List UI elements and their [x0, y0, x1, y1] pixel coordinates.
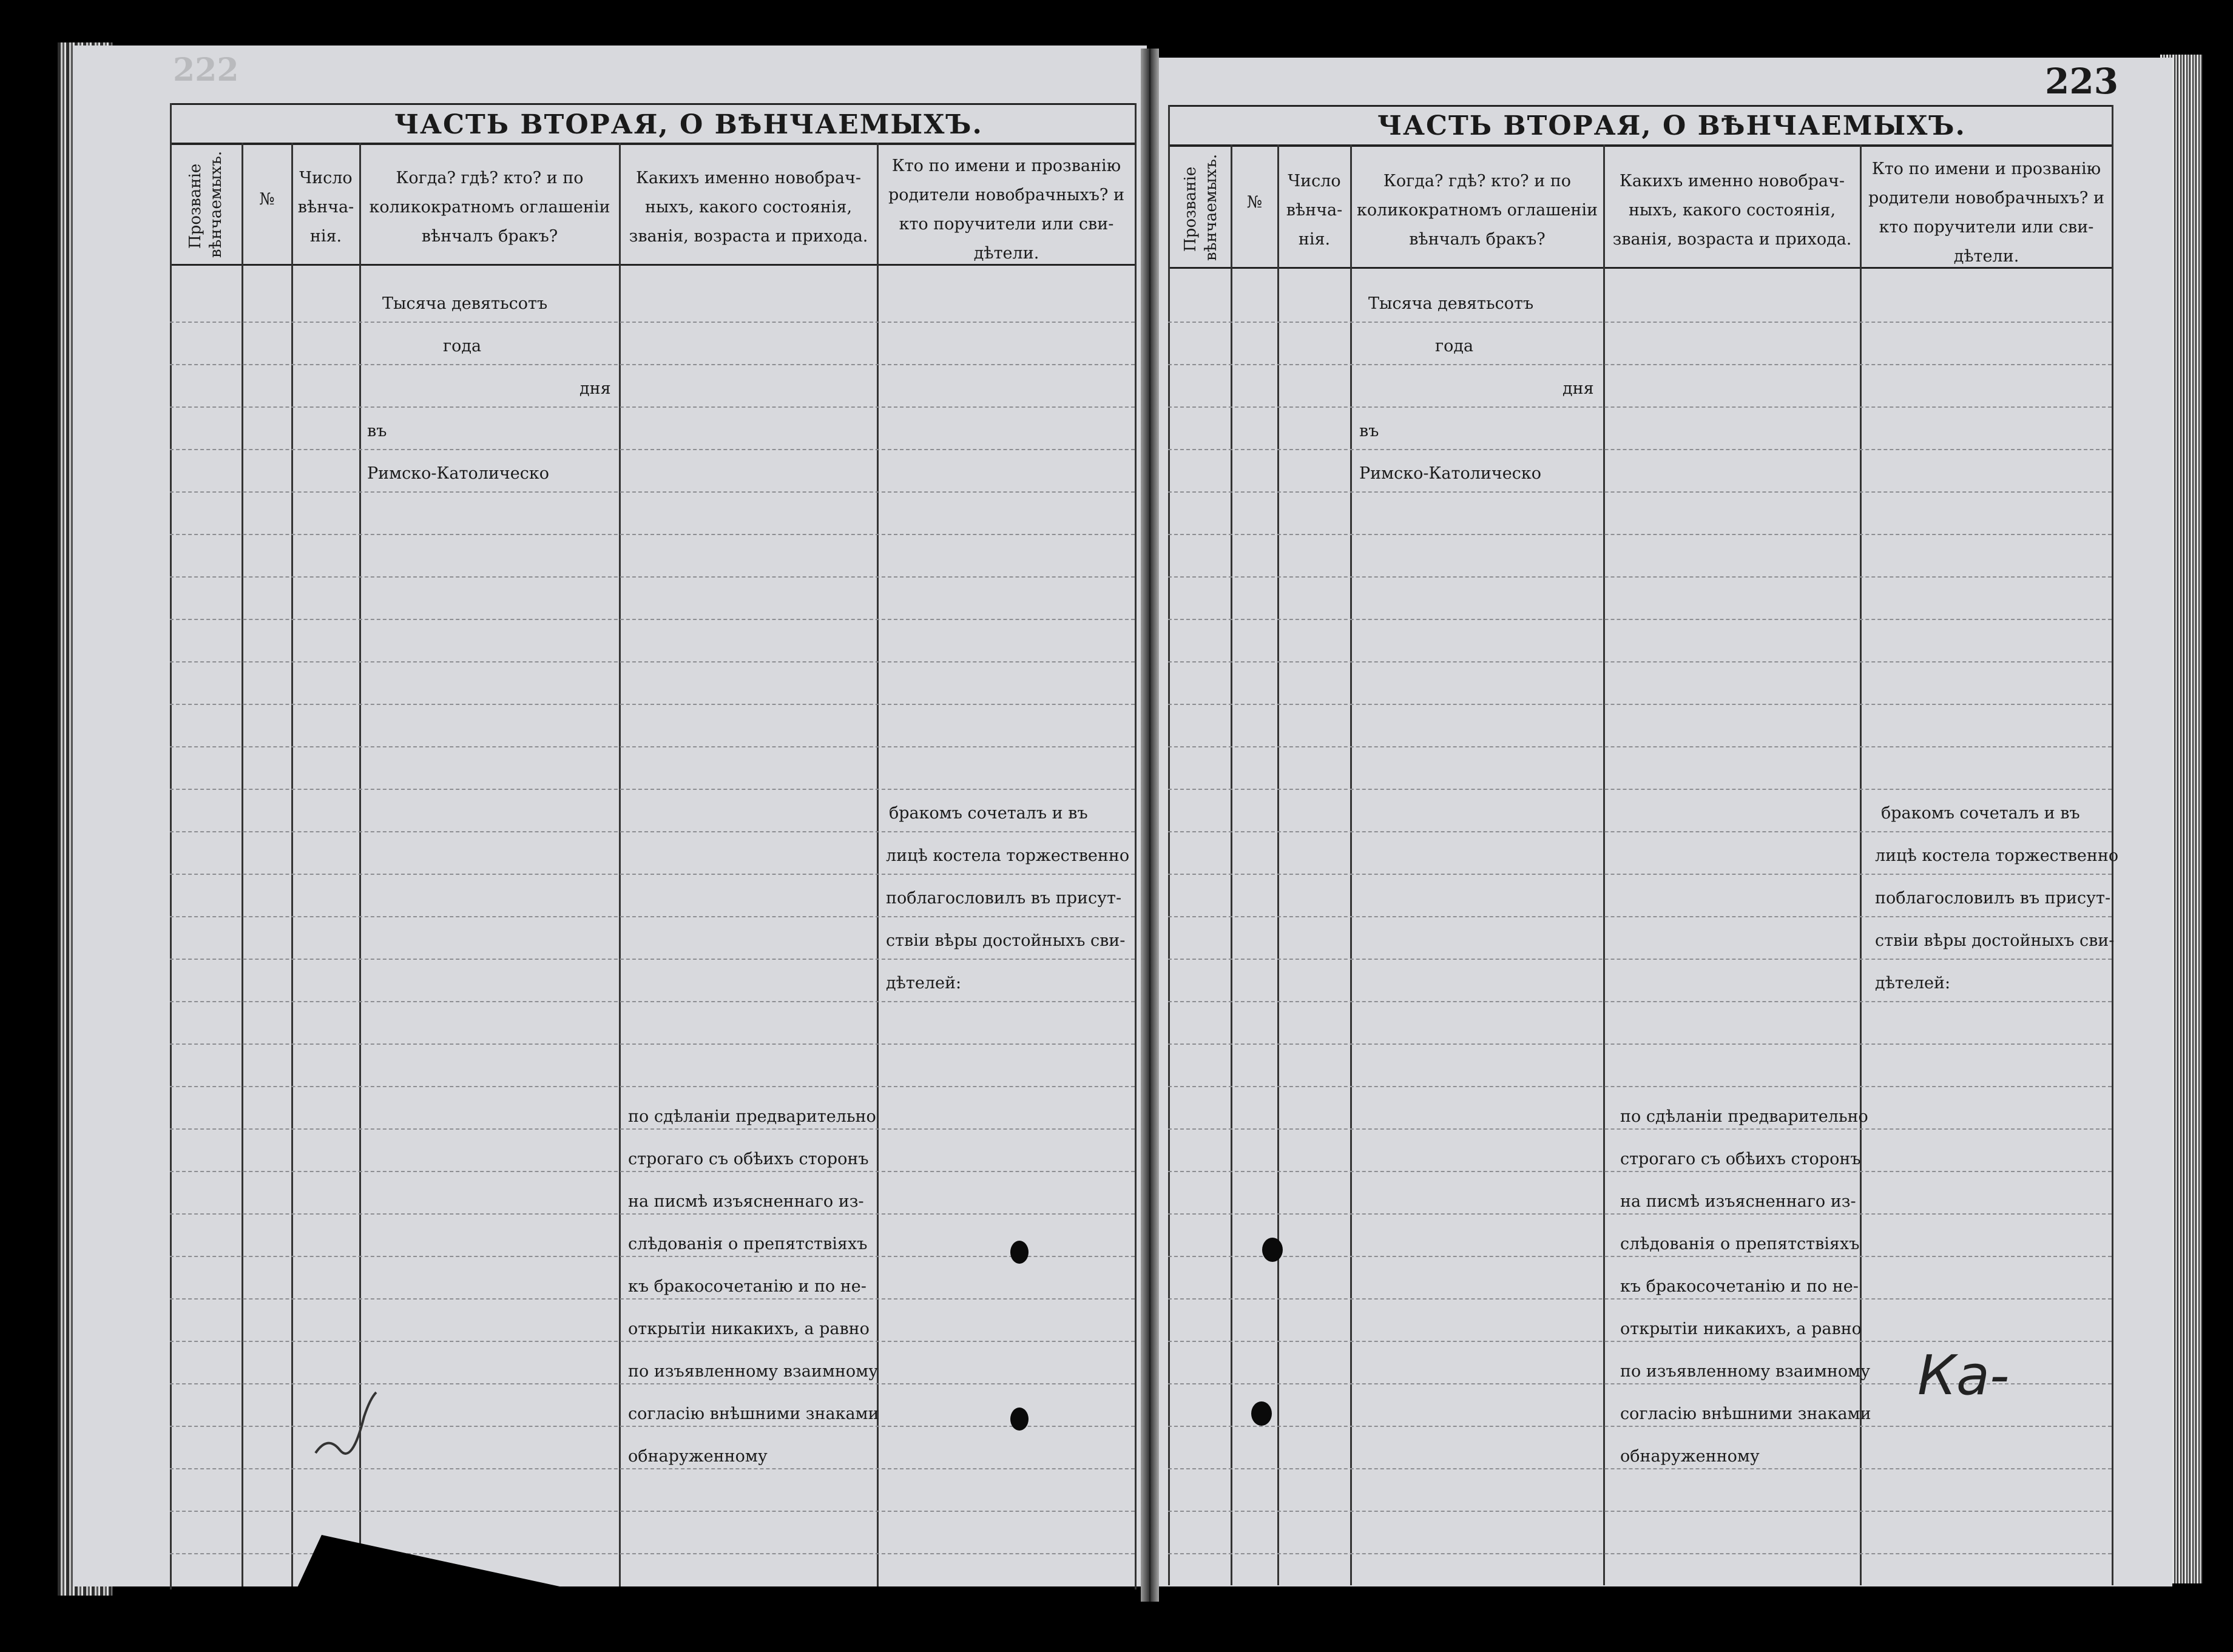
entry-line: ствіи вѣры достойныхъ сви-: [1875, 931, 2115, 950]
ruled-line: [1168, 1298, 2112, 1300]
entry-line: по изъявленному взаимному: [628, 1362, 878, 1381]
ruled-line: [170, 534, 1135, 535]
ruled-line: [170, 576, 1135, 578]
ruled-line: [170, 916, 1135, 917]
entry-line: года: [1435, 337, 1474, 356]
entry-line: по изъявленному взаимному: [1620, 1362, 1870, 1381]
ruled-line: [1168, 406, 2112, 408]
ruled-line: [1168, 704, 2112, 705]
entry-line: по сдѣланіи предварительно: [628, 1107, 876, 1126]
entry-line: бракомъ сочеталъ и въ: [1881, 804, 2080, 823]
col-head-when: Когда? гдѣ? кто? и по коликократномъ оглашеніи вѣнчалъ бракъ?: [369, 169, 610, 246]
ruled-line: [1168, 1426, 2112, 1427]
col-head-when: Когда? гдѣ? кто? и по коликократномъ оглашеніи вѣнчалъ бракъ?: [1357, 172, 1598, 249]
ruled-line: [1168, 831, 2112, 832]
col-head-who: Кто по имени и прозванію родители новобрачныхъ? и кто поручители или сви- дѣтели.: [1868, 160, 2104, 266]
col-border: [291, 143, 293, 1586]
entry-line: года: [443, 337, 482, 356]
col-head-number: №: [1246, 193, 1263, 212]
entry-line: ствіи вѣры достойныхъ сви-: [886, 931, 1126, 950]
ruled-line: [1168, 789, 2112, 790]
entry-line: поблагословилъ въ присут-: [1875, 889, 2111, 908]
ruled-line: [1168, 1043, 2112, 1045]
col-head-which: Какихъ именно новобрач- ныхъ, какого состоянія, званія, возраста и прихода.: [1612, 172, 1852, 249]
ruled-line: [1168, 746, 2112, 747]
entry-line: дѣтелей:: [886, 974, 962, 993]
ruled-line: [1168, 619, 2112, 620]
ruled-line: [1168, 576, 2112, 578]
header-rule: [170, 143, 1135, 145]
ruled-line: [1168, 959, 2112, 960]
col-border: [619, 143, 621, 1586]
col-border: [2112, 105, 2113, 1585]
page-number: 223: [2045, 61, 2119, 102]
entry-line: лицѣ костела торжественно: [1875, 846, 2119, 865]
ruled-line: [170, 1086, 1135, 1087]
entry-line: открытіи никакихъ, а равно: [628, 1320, 870, 1338]
entry-line: поблагословилъ въ присут-: [886, 889, 1122, 908]
entry-line: открытіи никакихъ, а равно: [1620, 1320, 1862, 1338]
entry-line: слѣдованія о препятствіяхъ: [1620, 1235, 1860, 1253]
ruled-line: [170, 1128, 1135, 1130]
entry-line: Тысяча девятьсотъ: [1368, 294, 1534, 313]
ruled-line: [170, 1213, 1135, 1215]
col-border: [1231, 144, 1232, 1585]
ruled-line: [1168, 1553, 2112, 1554]
col-head-who: Кто по имени и прозванію родители новобрачныхъ? и кто поручители или сви- дѣтели.: [888, 157, 1124, 263]
ruled-line: [1168, 1001, 2112, 1002]
handwritten-note: Ка-: [1917, 1344, 2010, 1408]
col-head-number: №: [259, 190, 275, 209]
ruled-line: [1168, 1213, 2112, 1215]
ruled-line: [170, 1001, 1135, 1002]
col-head-surname: Прозваніе вѣнчаемыхъ.: [1181, 153, 1220, 261]
ghost-page-number: 222: [173, 52, 239, 89]
ruled-line: [1168, 916, 2112, 917]
ruled-line: [170, 959, 1135, 960]
ruled-line: [170, 1341, 1135, 1342]
ruled-line: [170, 746, 1135, 747]
binding-hole: [1010, 1408, 1029, 1431]
ruled-line: [1168, 1468, 2112, 1469]
ruled-line: [1168, 449, 2112, 450]
ruled-line: [1168, 534, 2112, 535]
col-border: [1277, 144, 1279, 1585]
binding-hole: [1251, 1401, 1272, 1426]
book-gutter: [1141, 49, 1159, 1602]
binding-hole: [1010, 1241, 1029, 1264]
ruled-line: [170, 789, 1135, 790]
col-head-count: Число вѣнча- нія.: [1286, 172, 1343, 249]
col-border: [1135, 103, 1137, 1590]
col-head-which: Какихъ именно новобрач- ныхъ, какого состоянія, званія, возраста и прихода.: [629, 169, 868, 246]
entry-line: обнаруженному: [1620, 1447, 1760, 1466]
ruled-line: [170, 874, 1135, 875]
entry-line: на писмѣ изъясненнаго из-: [1620, 1192, 1856, 1211]
ruled-line: [170, 406, 1135, 408]
ruled-line: [1168, 1128, 2112, 1130]
entry-line: на писмѣ изъясненнаго из-: [628, 1192, 864, 1211]
entry-line: бракомъ сочеталъ и въ: [889, 804, 1088, 823]
ruled-line: [170, 322, 1135, 323]
ruled-line: [170, 491, 1135, 493]
ruled-line: [170, 619, 1135, 620]
entry-line: Римско-Католическо: [1359, 464, 1541, 483]
page-header: ЧАСТЬ ВТОРАЯ, О ВѢНЧАЕМЫХЪ.: [394, 109, 983, 140]
ruled-line: [1168, 874, 2112, 875]
entry-line: строгаго съ обѣихъ сторонъ: [628, 1150, 869, 1168]
ruled-line: [1168, 1171, 2112, 1172]
right-page: [1153, 58, 2172, 1586]
entry-line: обнаруженному: [628, 1447, 768, 1466]
col-border: [1168, 105, 1170, 1585]
entry-line: лицѣ костела торжественно: [886, 846, 1130, 865]
ruled-line: [170, 1298, 1135, 1300]
entry-line: согласію внѣшними знаками: [1620, 1404, 1871, 1423]
entry-line: по сдѣланіи предварительно: [1620, 1107, 1868, 1126]
ruled-line: [170, 364, 1135, 365]
entry-line: дѣтелей:: [1875, 974, 1951, 993]
ruled-line: [170, 1256, 1135, 1257]
header-rule: [1168, 144, 2112, 147]
entry-line: Тысяча девятьсотъ: [382, 294, 548, 313]
ruled-line: [170, 831, 1135, 832]
ruled-line: [1168, 491, 2112, 493]
page-header: ЧАСТЬ ВТОРАЯ, О ВѢНЧАЕМЫХЪ.: [1377, 110, 1966, 141]
entry-line: согласію внѣшними знаками: [628, 1404, 879, 1423]
ruled-line: [170, 1171, 1135, 1172]
ruled-line: [1168, 1256, 2112, 1257]
col-head-surname: Прозваніе вѣнчаемыхъ.: [186, 150, 225, 258]
ruled-line: [1168, 1341, 2112, 1342]
col-border: [1350, 144, 1352, 1585]
entry-line: дня: [1562, 379, 1594, 398]
col-border: [359, 143, 361, 1586]
entry-line: въ: [1359, 422, 1379, 440]
handwritten-mark: [303, 1380, 388, 1471]
entry-line: Римско-Католическо: [367, 464, 549, 483]
torn-corner: [285, 1535, 686, 1614]
col-border: [170, 103, 172, 1590]
ruled-line: [170, 704, 1135, 705]
ruled-line: [170, 1043, 1135, 1045]
entry-line: строгаго съ обѣихъ сторонъ: [1620, 1150, 1861, 1168]
ruled-line: [1168, 322, 2112, 323]
entry-line: къ бракосочетанію и по не-: [1620, 1277, 1859, 1296]
entry-line: къ бракосочетанію и по не-: [628, 1277, 867, 1296]
entry-line: слѣдованія о препятствіяхъ: [628, 1235, 868, 1253]
col-border: [242, 143, 243, 1586]
ruled-line: [170, 449, 1135, 450]
ruled-line: [1168, 364, 2112, 365]
ruled-line: [170, 1511, 1135, 1512]
ruled-line: [1168, 1511, 2112, 1512]
ruled-line: [1168, 1086, 2112, 1087]
top-border: [1168, 105, 2112, 107]
binding-hole: [1262, 1238, 1283, 1262]
top-border: [170, 103, 1135, 105]
ruled-line: [170, 661, 1135, 662]
col-border: [1603, 144, 1605, 1585]
left-page: [73, 46, 1147, 1586]
entry-line: дня: [579, 379, 611, 398]
entry-line: въ: [367, 422, 387, 440]
col-head-count: Число вѣнча- нія.: [297, 169, 354, 246]
ruled-line: [1168, 661, 2112, 662]
